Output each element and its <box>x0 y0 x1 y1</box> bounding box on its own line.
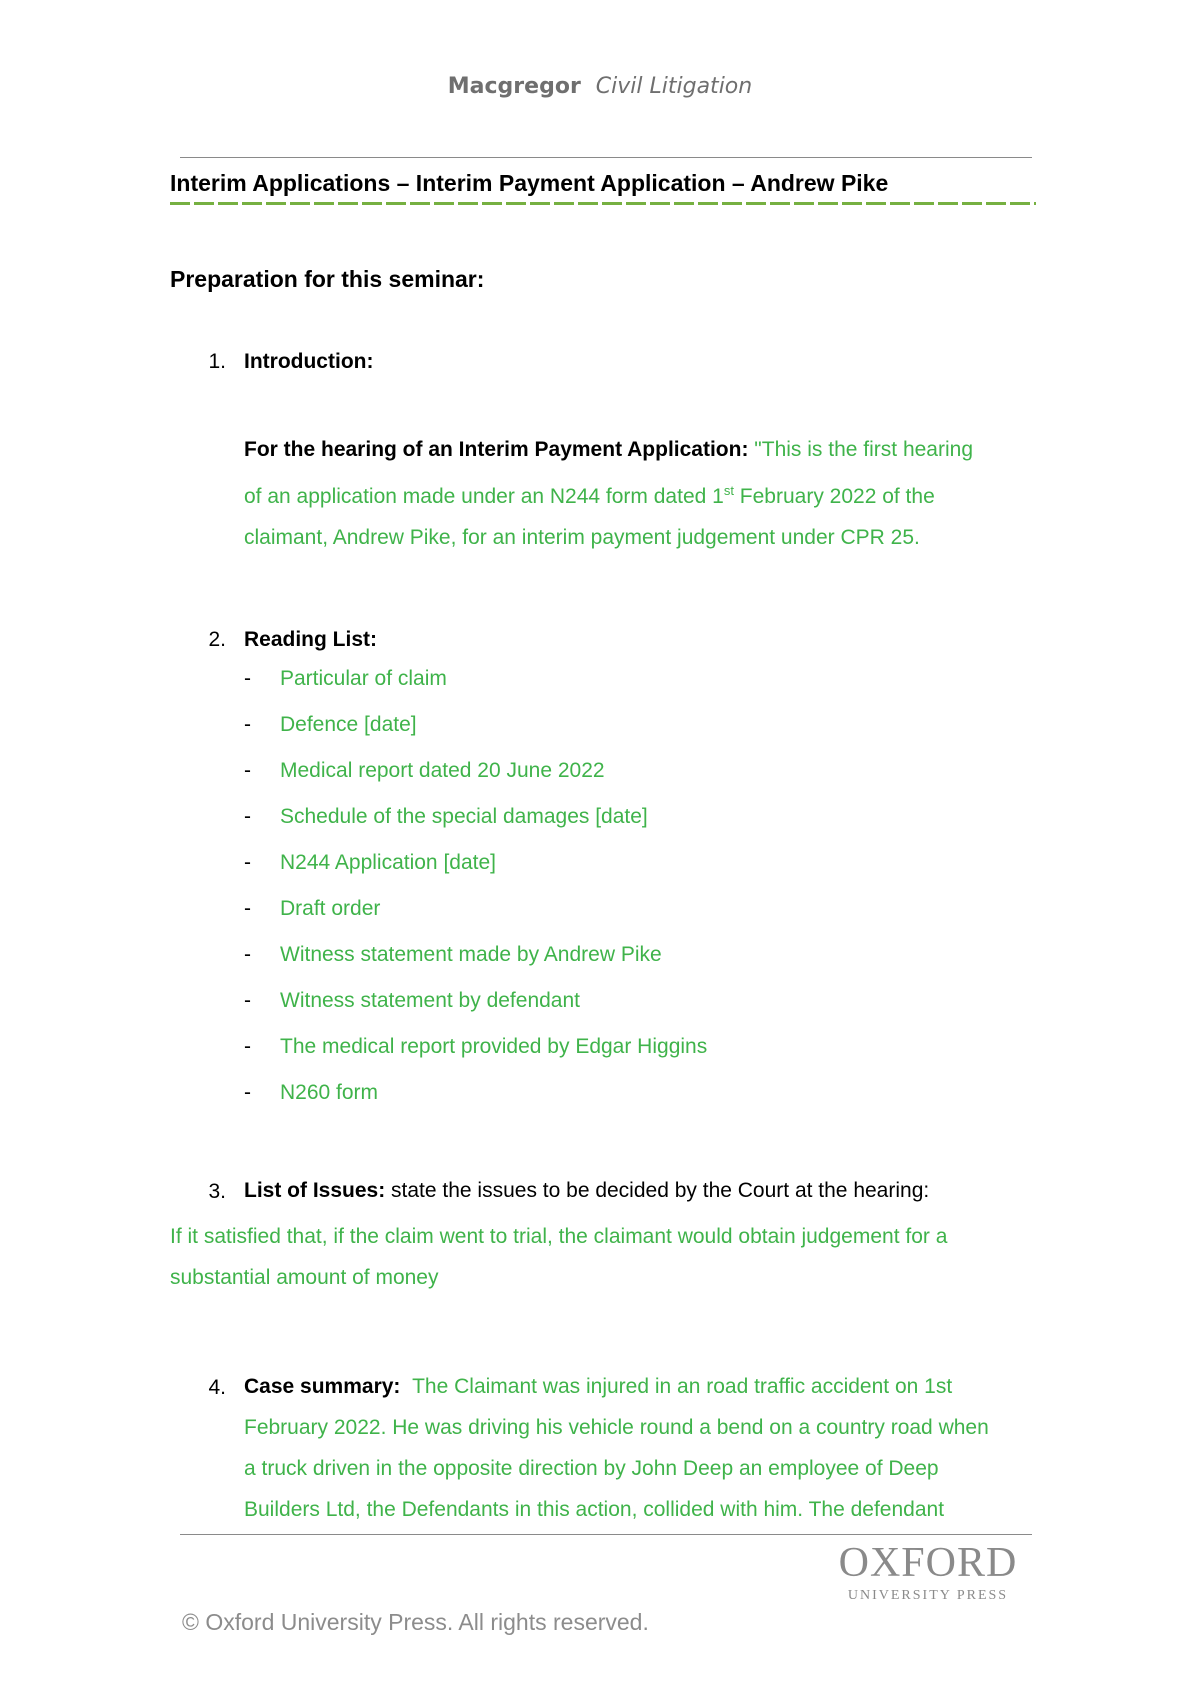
case-summary-text-1: The Claimant was injured in an road traffic accident on 1st <box>412 1375 953 1398</box>
list-item <box>244 989 707 1035</box>
list-item-text: Schedule of the special damages [date] <box>280 805 648 828</box>
list-dash: - <box>244 713 251 736</box>
footer-divider <box>180 1534 1032 1535</box>
section-3-heading-line <box>244 1170 929 1211</box>
introduction-lead: For the hearing of an Interim Payment Application: <box>244 438 749 461</box>
section-4-number: 4. <box>208 1376 226 1399</box>
copyright-notice: © Oxford University Press. All rights reserved. <box>182 1609 649 1635</box>
oup-logo <box>828 1540 1028 1606</box>
introduction-text-line-2b: February 2022 of the <box>733 485 935 508</box>
header-divider <box>180 157 1032 158</box>
list-item-text: Witness statement by defendant <box>280 989 580 1012</box>
section-2-title: Reading List: <box>244 628 378 651</box>
header-book-title: Civil Litigation <box>595 74 753 99</box>
section-1-body <box>244 429 1044 558</box>
date-ordinal-suffix: st <box>723 483 734 498</box>
section-2-number: 2. <box>208 628 226 651</box>
list-item <box>244 897 707 943</box>
preparation-heading: Preparation for this seminar: <box>170 266 485 292</box>
running-header <box>0 74 1200 99</box>
list-dash: - <box>244 1081 251 1104</box>
list-item <box>244 1035 707 1081</box>
introduction-text-line-2 <box>244 470 1044 517</box>
title-underline <box>170 202 1036 205</box>
list-item <box>244 851 707 897</box>
document-title: Interim Applications – Interim Payment Application – Andrew Pike <box>170 170 889 196</box>
list-dash: - <box>244 897 251 920</box>
list-dash: - <box>244 989 251 1012</box>
section-4-title: Case summary: <box>244 1375 401 1398</box>
list-item-text: Witness statement made by Andrew Pike <box>280 943 662 966</box>
section-1-number: 1. <box>208 350 226 373</box>
list-item-text: Draft order <box>280 897 381 920</box>
section-3-number: 3. <box>208 1180 226 1203</box>
issues-answer-line-2: substantial amount of money <box>170 1266 439 1289</box>
case-summary-line-2: February 2022. He was driving his vehicle round a bend on a country road when <box>244 1416 989 1439</box>
list-item <box>244 805 707 851</box>
list-item-text: N260 form <box>280 1081 379 1104</box>
header-author: Macgregor <box>447 74 581 99</box>
oup-logo-top: OXFORD <box>838 1540 1018 1586</box>
list-dash: - <box>244 667 251 690</box>
list-item <box>244 759 707 805</box>
issues-answer-line-1: If it satisfied that, if the claim went to trial, the claimant would obtain judgement for a <box>170 1225 948 1248</box>
reading-list <box>244 667 707 1127</box>
section-3-title: List of Issues: <box>244 1179 386 1202</box>
list-dash: - <box>244 759 251 782</box>
list-dash: - <box>244 805 251 828</box>
list-item <box>244 667 707 713</box>
oup-logo-bottom: UNIVERSITY PRESS <box>847 1588 1009 1603</box>
introduction-text-line-1: "This is the first hearing <box>748 438 973 461</box>
list-dash: - <box>244 1035 251 1058</box>
case-summary-line-3: a truck driven in the opposite direction by John Deep an employee of Deep <box>244 1457 939 1480</box>
introduction-text-line-2a: of an application made under an N244 form dated 1 <box>244 485 724 508</box>
list-item <box>244 1081 707 1127</box>
list-item <box>244 943 707 989</box>
list-item <box>244 713 707 759</box>
list-item-text: Medical report dated 20 June 2022 <box>280 759 605 782</box>
list-item-text: Defence [date] <box>280 713 417 736</box>
list-item-text: The medical report provided by Edgar Higgins <box>280 1035 708 1058</box>
list-item-text: N244 Application [date] <box>280 851 496 874</box>
list-dash: - <box>244 943 251 966</box>
list-dash: - <box>244 851 251 874</box>
case-summary-line-1 <box>244 1366 952 1407</box>
section-3-instruction: state the issues to be decided by the Court at the hearing: <box>385 1179 930 1202</box>
section-1-title: Introduction: <box>244 350 374 373</box>
case-summary-line-4: Builders Ltd, the Defendants in this action, collided with him. The defendant <box>244 1498 945 1521</box>
list-item-text: Particular of claim <box>280 667 447 690</box>
introduction-text-line-3: claimant, Andrew Pike, for an interim payment judgement under CPR 25. <box>244 526 920 549</box>
